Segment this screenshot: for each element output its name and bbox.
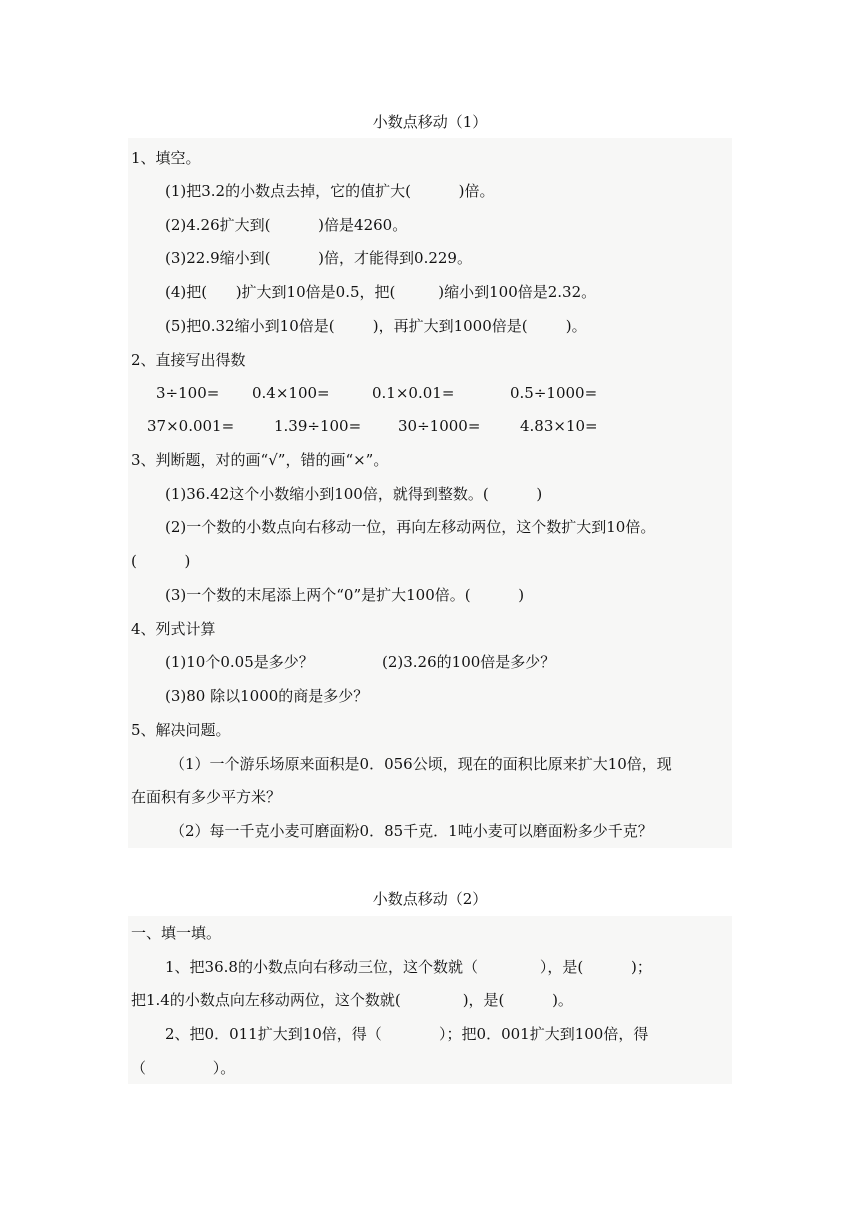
q3-item-1: (1)36.42这个小数缩小到100倍，就得到整数。( ) [165, 485, 543, 503]
q2-heading: 2、直接写出得数 [131, 351, 246, 369]
q2-row2-cell-3: 30÷1000= [398, 417, 481, 435]
q5-heading: 5、解决问题。 [131, 721, 231, 739]
q2-row2-cell-2: 1.39÷100= [274, 417, 362, 435]
q3-item-2: (2)一个数的小数点向右移动一位，再向左移动两位，这个数扩大到10倍。 [165, 518, 656, 536]
q3-heading: 3、判断题，对的画“√”，错的画“×”。 [131, 451, 389, 469]
q2-row2-cell-4: 4.83×10= [520, 417, 598, 435]
s2-item-1-line-2: 把1.4的小数点向左移动两位，这个数就( )，是( )。 [131, 991, 573, 1009]
q5-item-2: （2）每一千克小麦可磨面粉0．85千克．1吨小麦可以磨面粉多少千克？ [170, 822, 653, 840]
q1-item-3: (3)22.9缩小到( )倍，才能得到0.229。 [165, 249, 472, 267]
s2-item-1-line-1: 1、把36.8的小数点向右移动三位，这个数就（ ），是( )； [165, 958, 652, 976]
q4-item-3: (3)80 除以1000的商是多少？ [165, 687, 369, 705]
q2-row2-cell-1: 37×0.001= [147, 417, 235, 435]
q2-row1-cell-4: 0.5÷1000= [510, 384, 598, 402]
q1-item-4: (4)把( )扩大到10倍是0.5，把( )缩小到100倍是2.32。 [165, 283, 597, 301]
q5-item-1-line-1: （1）一个游乐场原来面积是0．056公顷，现在的面积比原来扩大10倍，现 [170, 755, 672, 773]
section1-title: 小数点移动（1） [372, 113, 488, 131]
q3-item-2-blank: ( ) [131, 552, 191, 570]
q4-item-2: (2)3.26的100倍是多少？ [382, 653, 556, 671]
s2-item-2-line-2: （ ）。 [131, 1059, 236, 1077]
q5-item-1-line-2: 在面积有多少平方米？ [131, 788, 282, 806]
q2-row1-cell-3: 0.1×0.01= [372, 384, 455, 402]
q1-item-5: (5)把0.32缩小到10倍是( )，再扩大到1000倍是( )。 [165, 317, 587, 335]
q1-item-1: (1)把3.2的小数点去掉，它的值扩大( )倍。 [165, 182, 495, 200]
q2-row1-cell-2: 0.4×100= [252, 384, 330, 402]
q4-item-1: (1)10个0.05是多少？ [165, 653, 314, 671]
q1-heading: 1、填空。 [131, 149, 201, 167]
q3-item-3: (3)一个数的末尾添上两个“0”是扩大100倍。( ) [165, 586, 525, 604]
q2-row1-cell-1: 3÷100= [156, 384, 220, 402]
q1-item-2: (2)4.26扩大到( )倍是4260。 [165, 216, 408, 234]
section2-title: 小数点移动（2） [372, 890, 488, 908]
q4-heading: 4、列式计算 [131, 620, 216, 638]
s2-item-2-line-1: 2、把0．011扩大到10倍，得（ ）；把0．001扩大到100倍，得 [165, 1025, 649, 1043]
s2-heading: 一、填一填。 [131, 924, 222, 942]
